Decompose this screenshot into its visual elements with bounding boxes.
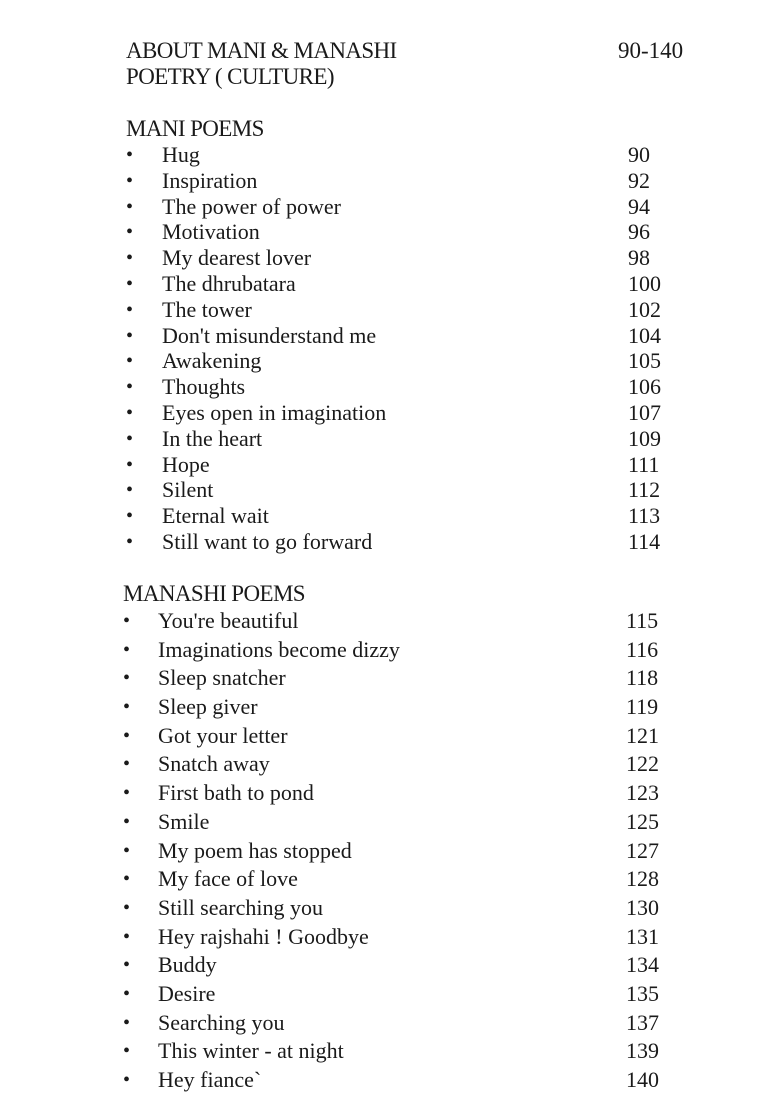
bullet-icon: • bbox=[126, 169, 134, 192]
toc-entry bbox=[126, 271, 686, 297]
toc-entry bbox=[123, 779, 683, 808]
toc-entry bbox=[123, 722, 683, 751]
mani-poems-list bbox=[126, 142, 686, 555]
toc-entry-title: Smile bbox=[158, 808, 210, 834]
toc-entry-title: Still searching you bbox=[158, 894, 323, 920]
toc-entry bbox=[123, 1066, 683, 1095]
main-heading-line-1: ABOUT MANI & MANASHI bbox=[126, 38, 397, 63]
bullet-icon: • bbox=[123, 610, 131, 632]
bullet-icon: • bbox=[123, 868, 131, 891]
toc-entry-title: Hey fiance` bbox=[158, 1067, 262, 1092]
toc-entry-title: Hey rajshahi ! Goodbye bbox=[158, 923, 369, 949]
toc-entry bbox=[126, 503, 686, 529]
toc-entry-page-number: 131 bbox=[626, 923, 659, 949]
toc-entry bbox=[123, 1009, 683, 1038]
toc-entry bbox=[126, 297, 686, 323]
bullet-icon: • bbox=[123, 1069, 131, 1091]
main-page-range: 90-140 bbox=[618, 38, 684, 63]
toc-entry bbox=[126, 219, 686, 245]
toc-entry-page-number: 139 bbox=[626, 1038, 659, 1064]
toc-entry bbox=[126, 477, 686, 503]
toc-entry-page-number: 137 bbox=[626, 1009, 659, 1035]
toc-entry-page-number: 100 bbox=[628, 270, 661, 296]
bullet-icon: • bbox=[126, 479, 134, 502]
toc-entry-title: My poem has stopped bbox=[158, 837, 352, 863]
toc-entry-page-number: 122 bbox=[626, 751, 659, 777]
toc-entry-title: Inspiration bbox=[162, 167, 258, 193]
toc-entry-page-number: 118 bbox=[626, 665, 659, 691]
toc-entry-page-number: 111 bbox=[628, 451, 660, 477]
bullet-icon: • bbox=[123, 667, 131, 690]
main-heading bbox=[126, 38, 397, 90]
toc-entry-title: First bath to pond bbox=[158, 780, 314, 806]
toc-entry-title: Hug bbox=[162, 142, 200, 167]
toc-entry-title: Don't misunderstand me bbox=[162, 322, 377, 348]
toc-entry-title: Got your letter bbox=[158, 722, 288, 748]
toc-entry bbox=[126, 529, 686, 555]
bullet-icon: • bbox=[123, 839, 131, 862]
toc-entry-page-number: 104 bbox=[628, 322, 661, 348]
bullet-icon: • bbox=[123, 982, 131, 1005]
toc-entry-page-number: 128 bbox=[626, 866, 659, 892]
toc-entry-page-number: 123 bbox=[626, 780, 659, 806]
toc-entry-title: Imaginations become dizzy bbox=[158, 636, 400, 662]
toc-entry-page-number: 121 bbox=[626, 722, 659, 748]
toc-entry bbox=[123, 923, 683, 952]
toc-entry-page-number: 125 bbox=[626, 808, 659, 834]
toc-entry-title: Searching you bbox=[158, 1009, 285, 1035]
bullet-icon: • bbox=[123, 1011, 131, 1034]
bullet-icon: • bbox=[123, 925, 131, 948]
toc-entry-page-number: 98 bbox=[628, 245, 650, 271]
bullet-icon: • bbox=[126, 350, 134, 373]
toc-entry-title: Eyes open in imagination bbox=[162, 399, 387, 425]
bullet-icon: • bbox=[126, 324, 134, 347]
bullet-icon: • bbox=[123, 696, 131, 719]
toc-entry-title: The power of power bbox=[162, 193, 341, 219]
bullet-icon: • bbox=[126, 453, 134, 476]
toc-entry-title: My face of love bbox=[158, 866, 298, 892]
toc-entry-title: Still want to go forward bbox=[162, 528, 373, 554]
toc-entry-page-number: 135 bbox=[626, 980, 659, 1006]
toc-entry bbox=[123, 951, 683, 980]
toc-entry bbox=[126, 142, 686, 168]
toc-entry-title: Eternal wait bbox=[162, 503, 269, 529]
bullet-icon: • bbox=[126, 427, 134, 450]
toc-entry bbox=[123, 693, 683, 722]
toc-entry bbox=[123, 808, 683, 837]
toc-entry-title: Thoughts bbox=[162, 374, 246, 400]
toc-entry-page-number: 114 bbox=[628, 528, 661, 554]
toc-entry bbox=[126, 168, 686, 194]
toc-entry bbox=[123, 1037, 683, 1066]
toc-entry bbox=[123, 837, 683, 866]
toc-entry-page-number: 90 bbox=[628, 142, 650, 167]
toc-entry bbox=[126, 348, 686, 374]
bullet-icon: • bbox=[126, 401, 134, 424]
bullet-icon: • bbox=[126, 221, 134, 244]
manashi-poems-list bbox=[123, 607, 683, 1095]
bullet-icon: • bbox=[126, 247, 134, 270]
toc-entry-page-number: 112 bbox=[628, 477, 661, 503]
bullet-icon: • bbox=[123, 753, 131, 776]
toc-entry-title: Buddy bbox=[158, 952, 217, 978]
bullet-icon: • bbox=[126, 505, 134, 528]
toc-entry bbox=[123, 894, 683, 923]
toc-entry-page-number: 116 bbox=[626, 636, 659, 662]
bullet-icon: • bbox=[123, 724, 131, 747]
toc-entry-title: Sleep giver bbox=[158, 694, 258, 720]
toc-entry-title: The tower bbox=[162, 296, 252, 322]
toc-entry-title: The dhrubatara bbox=[162, 270, 296, 296]
toc-entry bbox=[123, 865, 683, 894]
toc-entry-page-number: 92 bbox=[628, 167, 650, 193]
toc-entry bbox=[123, 636, 683, 665]
bullet-icon: • bbox=[123, 954, 131, 977]
toc-entry bbox=[126, 245, 686, 271]
bullet-icon: • bbox=[123, 638, 131, 661]
toc-entry-title: This winter - at night bbox=[158, 1038, 344, 1064]
toc-entry-title: Snatch away bbox=[158, 751, 270, 777]
toc-entry bbox=[126, 400, 686, 426]
bullet-icon: • bbox=[126, 195, 134, 218]
toc-entry-page-number: 113 bbox=[628, 503, 661, 529]
section-heading-manashi-poems: MANASHI POEMS bbox=[123, 581, 305, 606]
toc-entry-page-number: 107 bbox=[628, 399, 661, 425]
bullet-icon: • bbox=[126, 376, 134, 399]
toc-entry-page-number: 127 bbox=[626, 837, 659, 863]
bullet-icon: • bbox=[126, 530, 134, 553]
toc-entry bbox=[126, 452, 686, 478]
toc-entry bbox=[126, 323, 686, 349]
toc-entry-page-number: 130 bbox=[626, 894, 659, 920]
toc-entry-title: Hope bbox=[162, 451, 210, 477]
bullet-icon: • bbox=[126, 272, 134, 295]
toc-entry bbox=[126, 426, 686, 452]
toc-entry-page-number: 119 bbox=[626, 694, 659, 720]
bullet-icon: • bbox=[126, 144, 134, 166]
toc-entry bbox=[123, 750, 683, 779]
bullet-icon: • bbox=[123, 810, 131, 833]
toc-entry-page-number: 96 bbox=[628, 219, 650, 245]
toc-entry-title: Motivation bbox=[162, 219, 260, 245]
main-heading-line-2: POETRY ( CULTURE) bbox=[126, 64, 334, 89]
toc-entry-page-number: 94 bbox=[628, 193, 650, 219]
toc-entry-title: Sleep snatcher bbox=[158, 665, 286, 691]
toc-entry bbox=[123, 607, 683, 636]
toc-entry-title: My dearest lover bbox=[162, 245, 312, 271]
toc-entry-title: In the heart bbox=[162, 425, 263, 451]
toc-entry-page-number: 109 bbox=[628, 425, 661, 451]
toc-entry-page-number: 105 bbox=[628, 348, 661, 374]
toc-entry-title: Awakening bbox=[162, 348, 262, 374]
toc-entry-title: You're beautiful bbox=[158, 608, 299, 633]
toc-entry bbox=[123, 980, 683, 1009]
toc-entry-page-number: 102 bbox=[628, 296, 661, 322]
bullet-icon: • bbox=[123, 1040, 131, 1063]
toc-entry-page-number: 115 bbox=[626, 608, 659, 633]
toc-entry bbox=[126, 374, 686, 400]
bullet-icon: • bbox=[123, 896, 131, 919]
bullet-icon: • bbox=[126, 298, 134, 321]
toc-entry-page-number: 106 bbox=[628, 374, 661, 400]
section-heading-mani-poems: MANI POEMS bbox=[126, 116, 264, 141]
toc-entry-page-number: 140 bbox=[626, 1067, 659, 1092]
toc-entry-page-number: 134 bbox=[626, 952, 659, 978]
bullet-icon: • bbox=[123, 782, 131, 805]
toc-entry bbox=[123, 664, 683, 693]
toc-entry bbox=[126, 194, 686, 220]
toc-entry-title: Desire bbox=[158, 980, 216, 1006]
toc-entry-title: Silent bbox=[162, 477, 214, 503]
